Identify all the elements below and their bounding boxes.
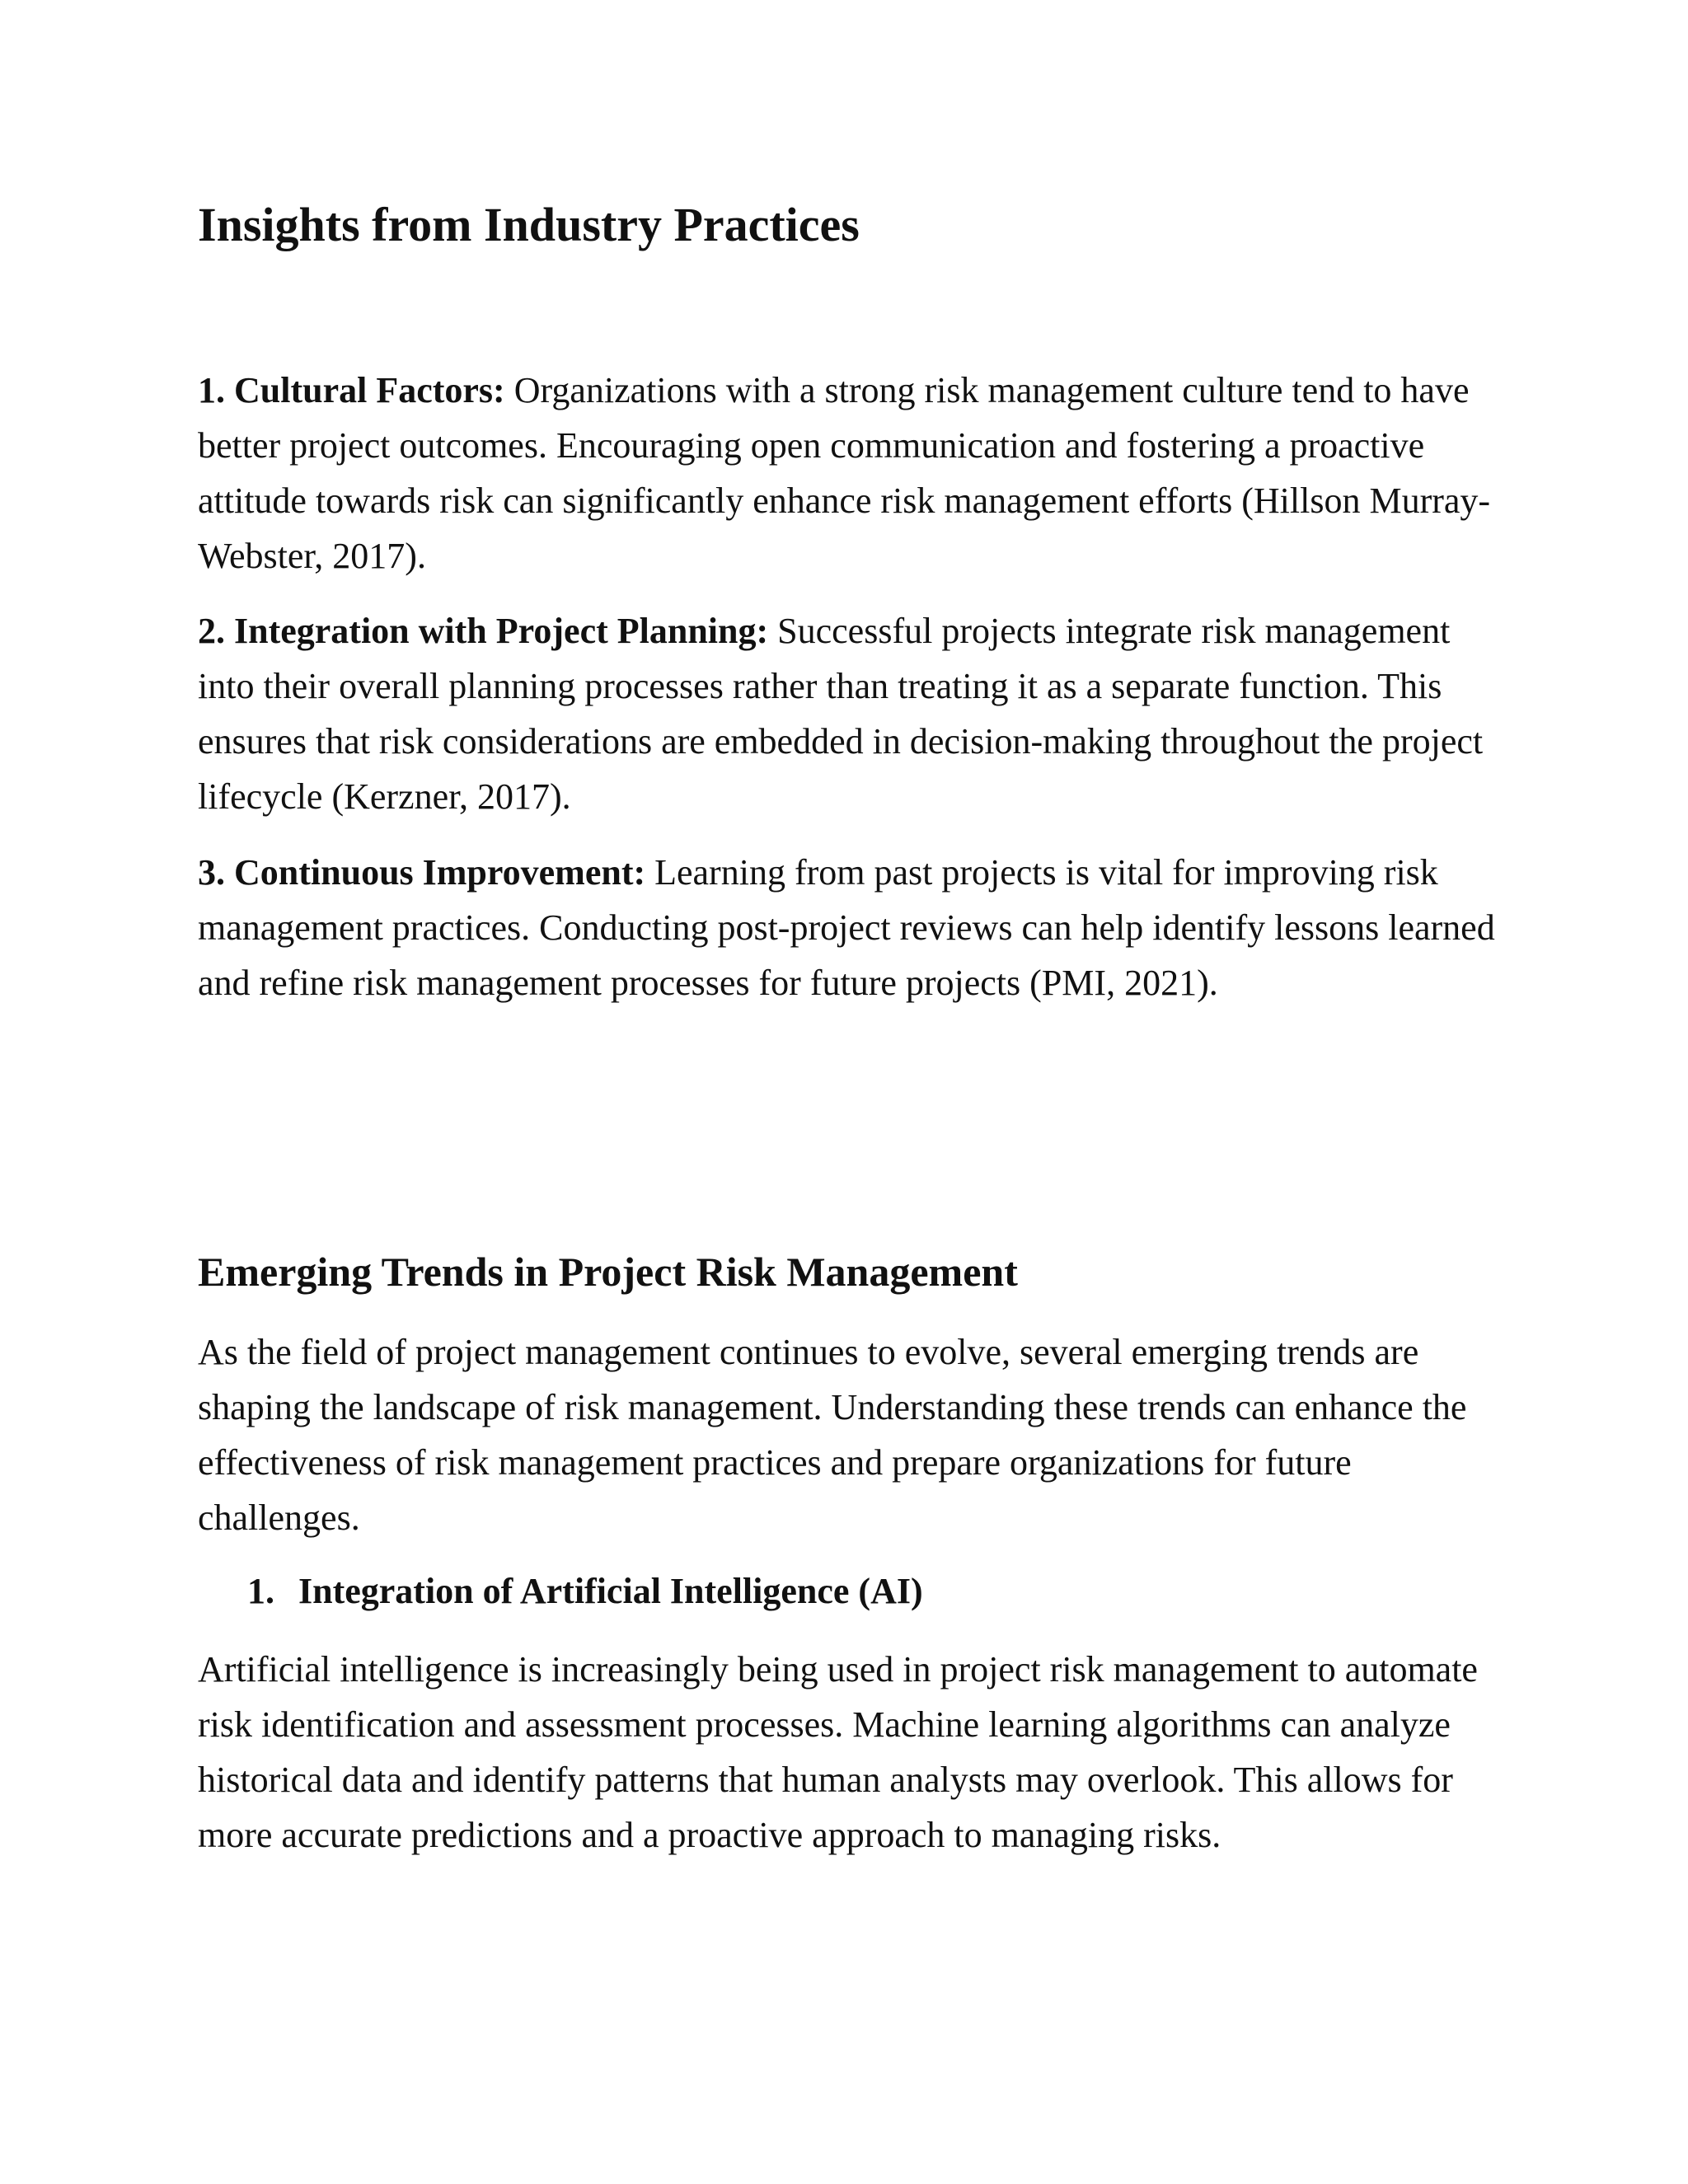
item-text: Successful projects integrate risk management into their overall planning processes rather than treating it as a separate function. This ensures that risk considerations are embedded in decision-making throughout the project lifecycle (Kerzner, 2017). (198, 611, 1484, 817)
subsection-number: 1. (247, 1571, 274, 1611)
list-item-continuous-improvement (198, 845, 1500, 1010)
subsection-title: Integration of Artificial Intelligence (AI) (298, 1571, 923, 1611)
item-text: Learning from past projects is vital for improving risk management practices. Conducting post-project reviews can help identify lessons learned and refine risk management processes for future projects (PMI, 2021). (198, 852, 1495, 1003)
section-title-industry-practices: Insights from Industry Practices (198, 198, 860, 251)
item-text: Organizations with a strong risk management culture tend to have better project outcomes. Encouraging open communication and fostering a proactive attitude towards risk can significantly enhance risk management efforts (Hillson Murray-Webster, 2017). (198, 370, 1491, 576)
item-label: 3. Continuous Improvement: (198, 852, 646, 893)
list-item-integration-planning (198, 603, 1500, 824)
section-title-emerging-trends: Emerging Trends in Project Risk Management (198, 1249, 1018, 1295)
subsection-heading-ai (247, 1563, 923, 1619)
item-label: 2. Integration with Project Planning: (198, 611, 769, 651)
subsection-body: Artificial intelligence is increasingly being used in project risk management to automate risk identification and assessment processes. Machine learning algorithms can analyze historical data and identify patterns that human analysts may overlook. This allows for more accurate predictions and a proactive approach to managing risks. (198, 1649, 1478, 1855)
section-intro: As the field of project management continues to evolve, several emerging trends are shaping the landscape of risk management. Understanding these trends can enhance the effectiveness of risk management practices and prepare organizations for future challenges. (198, 1332, 1467, 1538)
list-item-cultural-factors (198, 363, 1500, 583)
item-label: 1. Cultural Factors: (198, 370, 505, 410)
